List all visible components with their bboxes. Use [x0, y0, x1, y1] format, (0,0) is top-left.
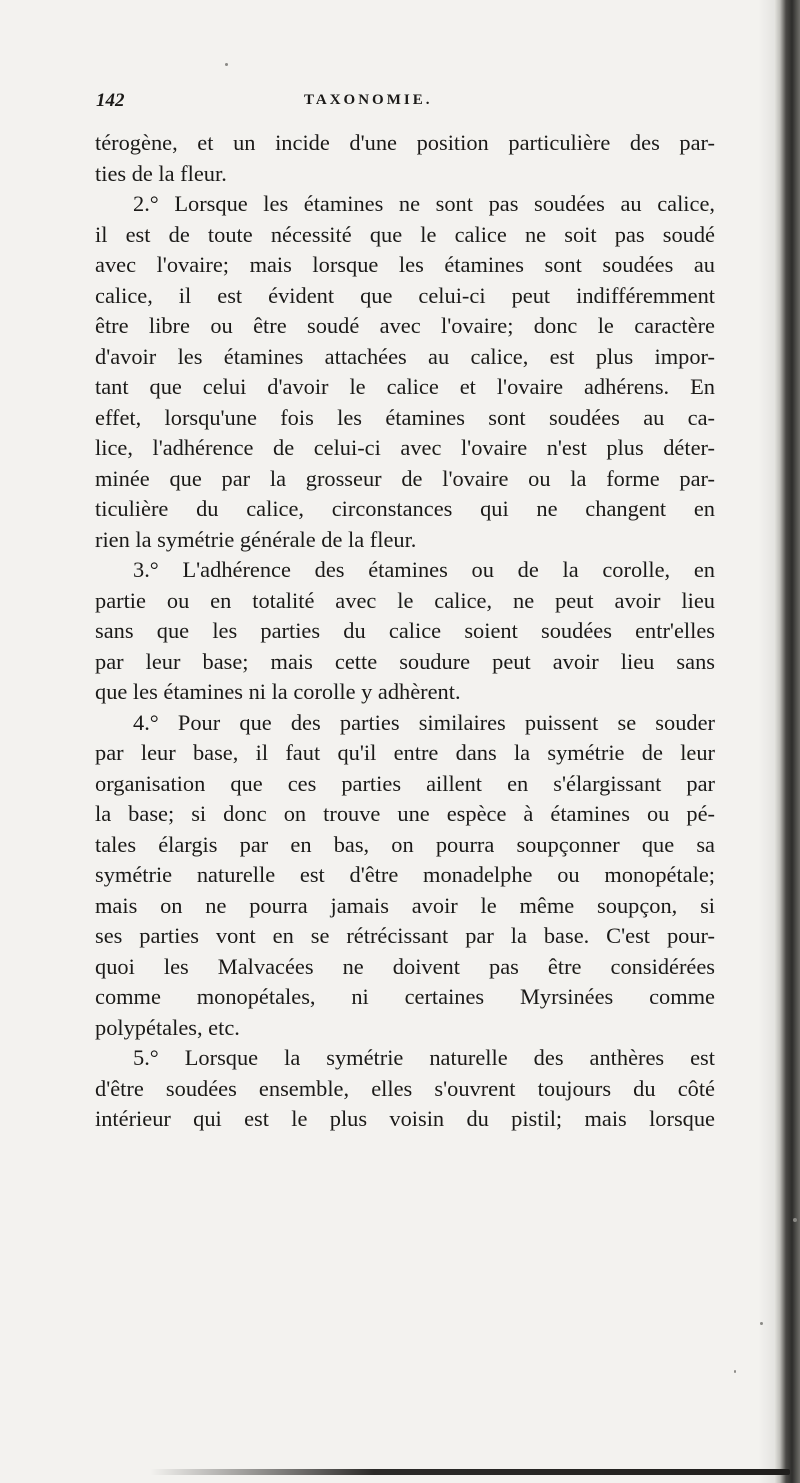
page-number: 142 [96, 90, 125, 111]
text-line: calice, il est évident que celui-ci peut indifféremment [95, 282, 715, 308]
text-line: quoi les Malvacées ne doivent pas être considérées [95, 953, 715, 979]
page-header [96, 90, 696, 118]
text-line: ties de la fleur. [95, 160, 227, 186]
text-line: avec l'ovaire; mais lorsque les étamines sont soudées au [95, 252, 715, 277]
text-line: ses parties vont en se rétrécissant par la base. C'est pour- [95, 923, 715, 948]
text-line: 4.° Pour que des parties similaires puissent se souder [133, 709, 715, 735]
text-line: sans que les parties du calice soient soudées entr'elles [95, 618, 715, 643]
text-line: organisation que ces parties aillent en s'élargissant par [95, 770, 715, 796]
text-line: 3.° L'adhérence des étamines ou de la corolle, en [133, 557, 715, 582]
text-line: d'être soudées ensemble, elles s'ouvrent toujours du côté [95, 1075, 715, 1101]
page-bottom-edge [150, 1469, 790, 1475]
text-line: comme monopétales, ni certaines Myrsinées comme [95, 984, 715, 1009]
running-head: TAXONOMIE. [304, 92, 433, 108]
text-line: 5.° Lorsque la symétrie naturelle des anthères est [133, 1045, 715, 1070]
text-line: polypétales, etc. [95, 1014, 240, 1040]
text-line: par leur base, il faut qu'il entre dans la symétrie de leur [95, 740, 715, 765]
body-text [95, 128, 715, 1135]
text-line: tant que celui d'avoir le calice et l'ovaire adhérens. En [95, 374, 715, 399]
text-line: par leur base; mais cette soudure peut avoir lieu sans [95, 648, 715, 674]
text-line: tales élargis par en bas, on pourra soupçonner que sa [95, 831, 715, 857]
text-line: d'avoir les étamines attachées au calice, est plus impor- [95, 343, 715, 369]
text-line: intérieur qui est le plus voisin du pistil; mais lorsque [95, 1106, 715, 1131]
text-line: 2.° Lorsque les étamines ne sont pas soudées au calice, [133, 191, 715, 216]
text-line: lice, l'adhérence de celui-ci avec l'ovaire n'est plus déter- [95, 435, 715, 460]
text-line: symétrie naturelle est d'être monadelphe ou monopétale; [95, 862, 715, 887]
text-line: minée que par la grosseur de l'ovaire ou la forme par- [95, 465, 715, 491]
page-gutter-shadow [758, 0, 774, 1483]
text-line: ticulière du calice, circonstances qui ne changent en [95, 496, 715, 521]
text-line: partie ou en totalité avec le calice, ne peut avoir lieu [95, 587, 715, 613]
text-line: la base; si donc on trouve une espèce à étamines ou pé- [95, 801, 715, 826]
text-line: térogène, et un incide d'une position particulière des par- [95, 130, 715, 155]
text-line: mais on ne pourra jamais avoir le même soupçon, si [95, 892, 715, 918]
text-line: être libre ou être soudé avec l'ovaire; donc le caractère [95, 313, 715, 338]
book-binding-edge [774, 0, 800, 1483]
text-line: rien la symétrie générale de la fleur. [95, 526, 417, 552]
text-line: effet, lorsqu'une fois les étamines sont soudées au ca- [95, 404, 715, 430]
text-line: il est de toute nécessité que le calice ne soit pas soudé [95, 221, 715, 247]
text-line: que les étamines ni la corolle y adhèrent. [95, 679, 461, 704]
